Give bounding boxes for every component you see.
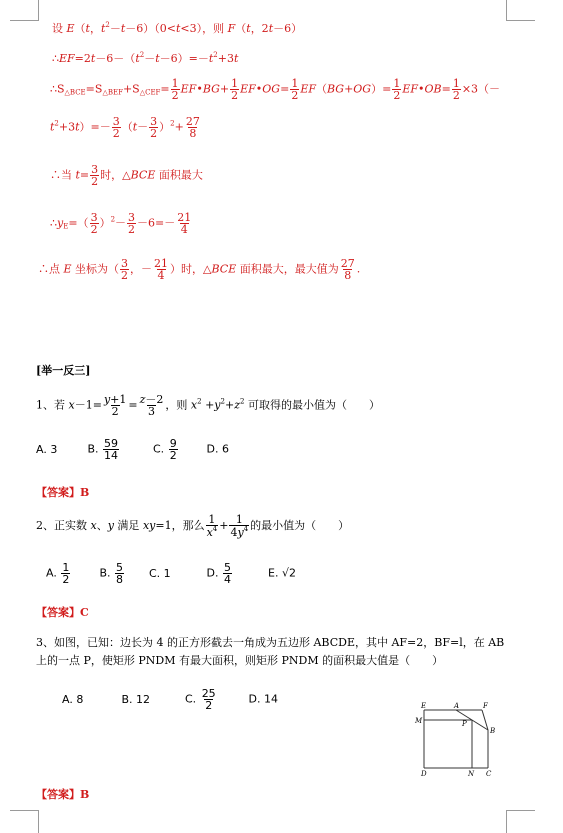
fig-label-c: C — [486, 770, 492, 778]
q2-option-e[interactable]: E. √2 — [268, 566, 296, 580]
question-3-stem-line-2: 上的一点 P，使矩形 PNDM 有最大面积，则矩形 PNDM 的面积最大值是（ ） — [36, 654, 444, 667]
q1-option-a[interactable]: A. 3 — [36, 442, 58, 456]
question-3-answer: 【答案】B — [36, 788, 90, 801]
question-1-stem: 1、若 x－1= $\frac{y+1}{2}$ = $\frac{z-2}{3}$ ，则 $x^2 +y^2+z^2$ 可取得的最小值为（ ） — [36, 393, 380, 418]
question-3-figure — [410, 700, 500, 780]
solution-line-2: $\therefore EF=2t-6-(t^2-t-6)=-t^2+3t$ — [52, 51, 239, 65]
q2-option-a[interactable]: A. $\frac{1}{2}$ — [46, 561, 70, 586]
fig-label-d: D — [421, 770, 427, 778]
fig-label-a: A — [454, 702, 460, 710]
q1-option-d[interactable]: D. 6 — [206, 442, 229, 456]
fig-label-b: B — [490, 727, 496, 735]
question-1-options — [36, 438, 229, 461]
fig-label-n: N — [468, 770, 475, 778]
q3-option-a[interactable]: A. 8 — [62, 692, 84, 706]
question-2-stem: 2、正实数 x、y 满足 xy=1，那么 $\frac{1}{x^4}$ + $\frac{1}{4y^4}$ 的最小值为（ ） — [36, 513, 350, 539]
q2-option-b[interactable]: B. $\frac{5}{8}$ — [99, 561, 124, 586]
section-heading: [举一反三] — [36, 364, 91, 377]
solution-line-4: ∴当 t= $\frac{3}{2}$ 时，△BCE 面积最大 — [50, 163, 203, 188]
q3-option-d[interactable]: D. 14 — [248, 692, 278, 706]
question-1-answer: 【答案】B — [36, 486, 90, 499]
question-3-options — [62, 688, 278, 711]
corner-mark-top-left — [10, 0, 39, 21]
corner-mark-top-right — [506, 0, 535, 21]
fig-label-m: M — [415, 717, 423, 725]
solution-line-5: $\therefore y_E=$（ $\frac{3}{2}$ ）$^2$－ $\frac{3}{2}$ －6=－ $\frac{21}{4}$ — [50, 211, 192, 236]
fig-label-p: P — [462, 720, 467, 728]
q2-option-c[interactable]: C. 1 — [149, 566, 171, 580]
question-2-options — [46, 562, 296, 585]
solution-line-1: 设 E（t，$t^2-t-6)(0<t<3)$，则 F（t，2t－6） — [52, 21, 303, 35]
solution-line-3a: $\therefore S_{\triangle BCE}=S_{\triangle BEF}+S_{\triangle CEF}=$ $\frac{1}{2}$ EF•BG+ $\frac{1}{2}$ EF•OG= $\frac{1}{2}$ EF（BG+OG）= $\frac{1}{2}$ EF•OB= $\frac{1}{2}$ ×3（－ — [50, 77, 501, 102]
solution-conclusion: ∴点 E 坐标为（ $\frac{3}{2}$ ，－ $\frac{21}{4}$ ）时，△BCE 面积最大，最大值为 $\frac{27}{8}$ . — [38, 257, 361, 282]
q2-option-d[interactable]: D. $\frac{5}{4}$ — [206, 561, 231, 586]
q1-option-c[interactable]: C. $\frac{9}{2}$ — [153, 437, 177, 462]
solution-line-3b: $t^2+3t)=-$ $\frac{3}{2}$ （t－ $\frac{3}{2}$ ）$^2$+ $\frac{27}{8}$ — [50, 115, 200, 140]
q3-option-c[interactable]: C. $\frac{25}{2}$ — [185, 687, 216, 712]
fig-label-f: F — [483, 702, 488, 710]
question-2-answer: 【答案】C — [36, 606, 89, 619]
q3-option-b[interactable]: B. 12 — [121, 692, 151, 706]
q1-option-b[interactable]: B. $\frac{59}{14}$ — [87, 437, 119, 462]
question-3-stem-line-1: 3、如图，已知：边长为 4 的正方形截去一角成为五边形 ABCDE，其中 AF=2，BF=l，在 AB — [36, 636, 505, 649]
fig-label-e: E — [421, 702, 427, 710]
